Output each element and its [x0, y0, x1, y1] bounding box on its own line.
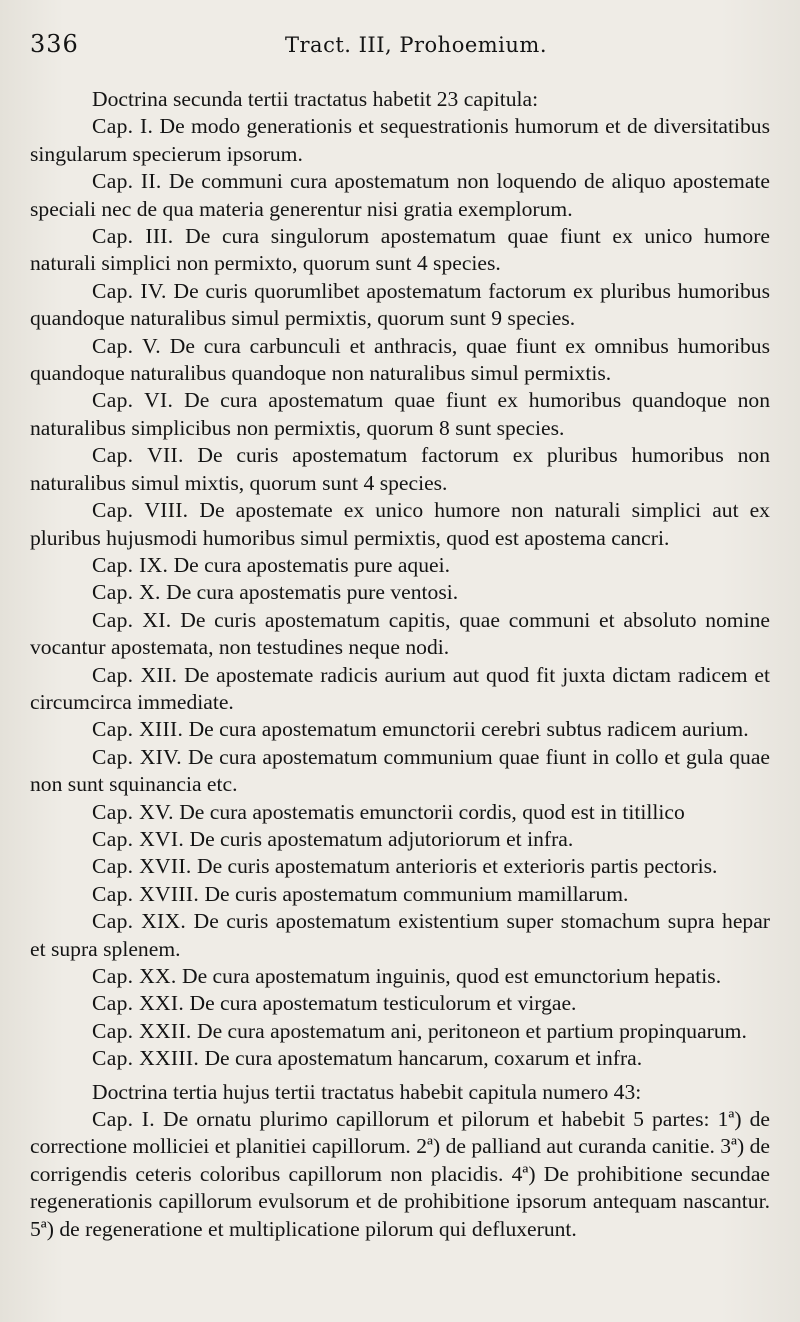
chapter-entry	[30, 497, 770, 552]
chapter-text: De modo generationis et sequestrationis humorum et de diversitatibus singularum specierum ipsorum.	[30, 114, 770, 166]
chapter-label: Cap. V.	[92, 333, 161, 358]
chapter-label: Cap. XXII.	[92, 1018, 192, 1043]
chapter-text: De communi cura apostematum non loquendo de aliquo apostemate speciali nec de qua materia generentur nisi gratia exemplorum.	[30, 169, 770, 221]
chapter-entry	[30, 716, 770, 743]
chapter-label: Cap. IX.	[92, 552, 169, 577]
chapter-entry	[30, 607, 770, 662]
chapter-label: Cap. XI.	[92, 607, 172, 632]
chapter-entry	[30, 799, 770, 826]
chapter-text: De curis quorumlibet apostematum factorum ex pluribus humoribus quandoque naturalibus simul permixtis, quorum sunt 9 species.	[30, 278, 770, 331]
chapter-label: Cap. XV.	[92, 799, 174, 824]
chapter-text: De cura singulorum apostematum quae fiunt ex unico humore naturali simplici non permixto, quorum sunt 4 species.	[30, 224, 770, 276]
chapter-label: Cap. III.	[92, 224, 174, 249]
chapter-label: Cap. VII.	[92, 443, 184, 468]
chapter-text: De cura apostematum hancarum, coxarum et infra.	[204, 1046, 643, 1071]
chapter-label: Cap. VIII.	[92, 498, 189, 523]
chapter-entry	[30, 826, 770, 853]
chapter-text: De curis apostematum capitis, quae communi et absoluto nomine vocantur apostemata, non testudines neque nodi.	[30, 607, 770, 660]
chapter-text: De curis apostematum anterioris et exterioris partis pectoris.	[196, 854, 718, 879]
chapter-entry	[30, 168, 770, 223]
chapter-label: Cap. II.	[92, 169, 162, 194]
chapter-text: De curis apostematum adjutoriorum et infra.	[189, 826, 574, 851]
chapter-text: De cura apostematis pure aquei.	[173, 552, 450, 577]
running-title: Tract. III, Prohoemium.	[285, 33, 548, 57]
chapter-entry	[30, 1018, 770, 1045]
chapter-entry	[30, 744, 770, 799]
chapter-label: Cap. XX.	[92, 964, 177, 988]
section-gap	[30, 1073, 770, 1077]
chapter-label: Cap. IV.	[92, 278, 167, 303]
chapter-text: De cura apostematum ani, peritoneon et partium propinquarum.	[196, 1018, 747, 1043]
chapter-label: Cap. XIX.	[92, 909, 187, 934]
chapter-text: De cura carbunculi et anthracis, quae fiunt ex omnibus humoribus quandoque naturalibus quandoque non naturalibus simul permixtis.	[30, 333, 770, 386]
chapter-entry	[30, 662, 770, 717]
chapter-text: De cura apostematum emunctorii cerebri subtus radicem aurium.	[188, 717, 749, 742]
chapter-entry	[30, 908, 770, 963]
chapter-text: De apostemate ex unico humore non naturali simplici aut ex pluribus hujusmodi humoribus simul permixtis, quod est apostema cancri.	[30, 498, 770, 550]
chapter-entry	[30, 1106, 770, 1243]
chapter-text: De apostemate radicis aurium aut quod fit juxta dictam radicem et circumcirca immediate.	[30, 662, 770, 714]
chapter-entry	[30, 442, 770, 497]
chapter-entry	[30, 963, 770, 990]
chapter-text: De curis apostematum factorum ex pluribus humoribus non naturalibus simul mixtis, quorum sunt 4 species.	[30, 443, 770, 495]
chapter-entry	[30, 881, 770, 908]
chapter-text: De ornatu plurimo capillorum et pilorum et habebit 5 partes: 1ª) de correctione molliciei et planitiei capillorum. 2ª) de palliand aut curanda canitie. 3ª) de corrigendis ceteris coloribus capillorum non placidis. 4ª) De prohibitione secundae regenerationis capillorum evulsorum et de prohibitione ipsorum antequam nascantur. 5ª) de regeneratione et multiplicatione pilorum qui defluxerunt.	[30, 1107, 770, 1241]
chapter-label: Cap. XIV.	[92, 744, 182, 769]
chapter-label: Cap. XVIII.	[92, 881, 200, 906]
chapter-entry	[30, 223, 770, 278]
page-header	[30, 30, 780, 64]
page-number: 336	[30, 30, 79, 58]
chapter-text: De cura apostematis emunctorii cordis, quod est in titillico	[179, 799, 685, 824]
chapter-entry	[30, 1045, 770, 1072]
chapter-entry	[30, 113, 770, 168]
chapter-entry	[30, 552, 770, 579]
chapter-entry	[30, 333, 770, 388]
chapter-label: Cap. I.	[92, 114, 154, 139]
chapter-text: De cura apostematum communium quae fiunt in collo et gula quae non sunt squinancia etc.	[30, 744, 770, 797]
chapter-label: Cap. XVII.	[92, 854, 192, 879]
chapter-label: Cap. XXIII.	[92, 1046, 200, 1071]
chapter-entry	[30, 853, 770, 880]
chapter-entry	[30, 278, 770, 333]
chapter-text: De cura apostematis pure ventosi.	[166, 580, 459, 605]
chapter-text: De curis apostematum communium mamillarum.	[204, 881, 629, 906]
chapter-label: Cap. X.	[92, 580, 161, 605]
doctrina-intro: Doctrina secunda tertii tractatus habetit 23 capitula:	[92, 87, 539, 111]
doctrina-intro: Doctrina tertia hujus tertii tractatus habebit capitula numero 43:	[92, 1079, 642, 1104]
chapter-label: Cap. XIII.	[92, 717, 184, 742]
chapter-label: Cap. VI.	[92, 388, 174, 413]
chapter-label: Cap. XII.	[92, 662, 178, 687]
chapter-entry	[30, 990, 770, 1017]
body-text	[30, 84, 770, 1243]
chapter-text: De cura apostematum inguinis, quod est emunctorium hepatis.	[181, 964, 722, 988]
chapter-label: Cap. XVI.	[92, 826, 185, 851]
chapter-text: De cura apostematum testiculorum et virgae.	[189, 991, 577, 1016]
chapter-entry	[30, 387, 770, 442]
chapter-text: De curis apostematum existentium super stomachum supra hepar et supra splenem.	[30, 909, 770, 961]
chapter-label: Cap. I.	[92, 1107, 155, 1132]
chapter-text: De cura apostematum quae fiunt ex humoribus quandoque non naturalibus simplicibus non permixtis, quorum 8 sunt species.	[30, 388, 770, 440]
chapter-label: Cap. XXI.	[92, 991, 185, 1016]
chapter-entry	[30, 579, 770, 606]
